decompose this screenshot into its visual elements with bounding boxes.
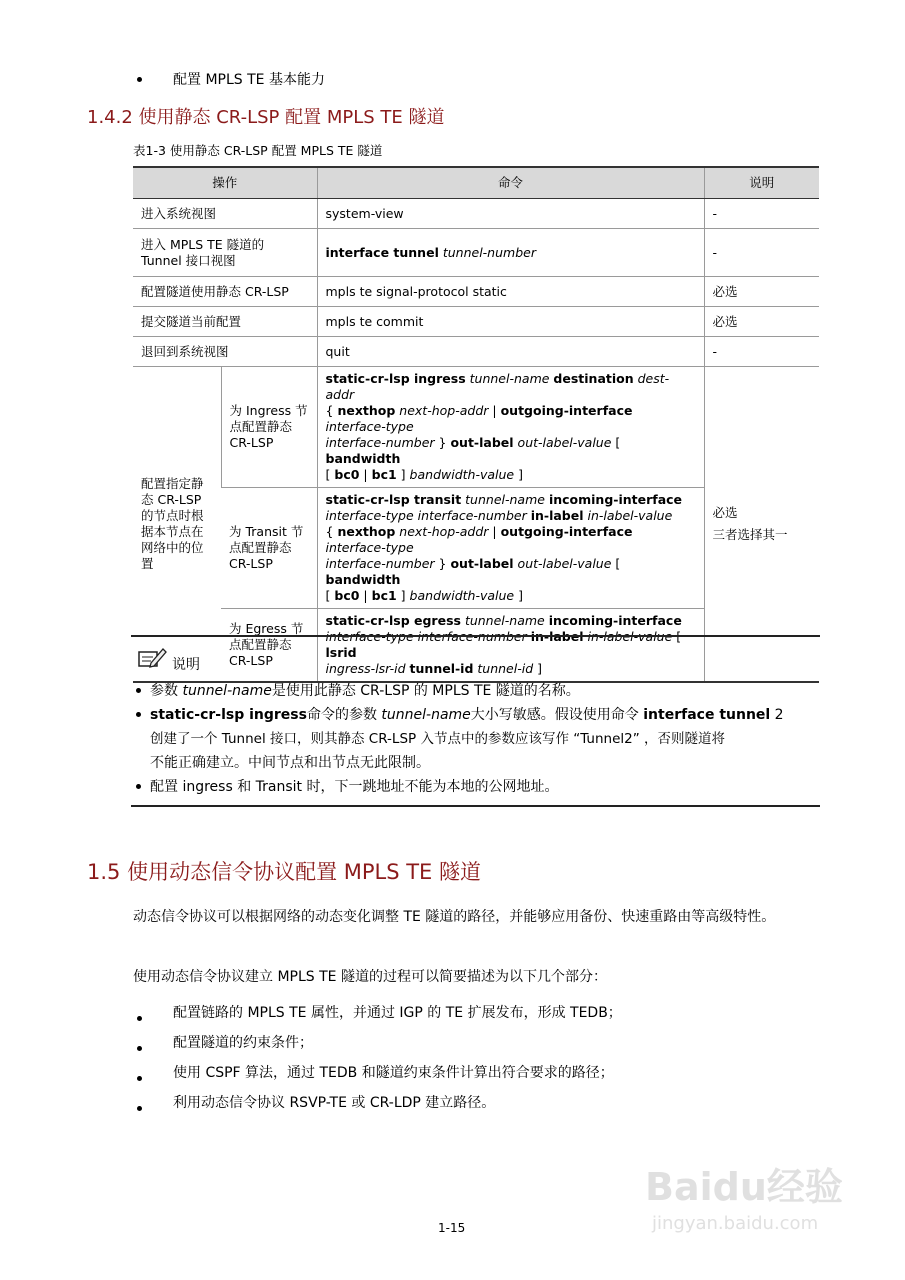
row-operation: 提交隧道当前配置 [133,307,317,337]
list-item: 使用 CSPF 算法，通过 TEDB 和隧道约束条件计算出符合要求的路径； [173,1065,614,1081]
cmd-param: dest-addr [325,371,670,402]
cmd-param: out-label-value [517,556,612,571]
note-icon [137,646,167,670]
cmd-keyword: outgoing-interface [500,524,633,539]
section-heading-1-4-2: 1.4.2 使用静态 CR-LSP 配置 MPLS TE 隧道 [87,107,445,128]
note-text: 参数 [150,683,178,699]
table-row [133,307,819,337]
note-line-3: 创建了一个 Tunnel 接口，则其静态 CR-LSP 入节点中的参数应该写作 “Tunnel2” ，否则隧道将 [150,731,726,747]
cmd-param: interface-number [325,556,435,571]
bullet-dot [136,688,141,693]
cmd-keyword: bc1 [371,588,397,603]
cmd-symbol: | [492,524,497,539]
cmd-keyword: in-label [530,508,584,523]
cmd-keyword: in-label [530,629,584,644]
cmd-keyword: interface tunnel [325,244,439,260]
merged-note-required: 必选 [712,505,738,520]
cmd-keyword: static-cr-lsp transit [325,492,462,507]
cmd-keyword: bc0 [334,467,360,482]
cmd-param: out-label-value [517,435,612,450]
note-param: tunnel-name [182,683,272,699]
note-line-2 [150,704,784,726]
cmd-param: ingress-lsr-id [325,661,406,676]
section-15-paragraph-2: 使用动态信令协议建立 MPLS TE 隧道的过程可以简要描述为以下几个部分： [133,969,607,985]
bullet-dot [137,77,142,82]
command-table [133,166,819,683]
list-item: 利用动态信令协议 RSVP-TE 或 CR-LDP 建立路径。 [173,1095,496,1111]
cmd-keyword: bandwidth [325,572,401,587]
cmd-keyword: bc0 [334,588,360,603]
cmd-param: tunnel-number [442,244,536,260]
cmd-keyword: tunnel-id [409,661,474,676]
header-command: 命令 [317,167,704,199]
row-command: quit [317,337,704,367]
cmd-symbol: } [438,556,447,571]
table-row [133,199,819,229]
ingress-command [317,367,704,488]
cmd-keyword: static-cr-lsp egress [325,613,461,628]
cmd-param: interface-type [325,540,414,555]
row-note: - [704,337,819,367]
pencil-note-icon [137,646,167,670]
cmd-keyword: nexthop [337,524,396,539]
cmd-param: interface-type [325,419,414,434]
section-heading-1-5: 1.5 使用动态信令协议配置 MPLS TE 隧道 [87,860,482,884]
row-note: 必选 [704,307,819,337]
row-command: system-view [317,199,704,229]
table-caption: 表1-3 使用静态 CR-LSP 配置 MPLS TE 隧道 [133,143,383,158]
note-line-1 [150,680,580,702]
cmd-symbol: ] [400,588,406,603]
note-keyword: static-cr-lsp ingress [150,707,307,723]
transit-sub-operation: 为 Transit 节点配置静态 CR-LSP [221,488,317,609]
note-text: 是使用此静态 CR-LSP 的 MPLS TE 隧道的名称。 [271,683,580,699]
cmd-param: interface-number [417,629,527,644]
cmd-symbol: [ [325,467,331,482]
row-operation: 进入系统视图 [133,199,317,229]
row-note: 必选 [704,277,819,307]
egress-command [317,609,704,683]
note-text: 大小写敏感。假设使用命令 [470,707,639,723]
section-15-paragraph-1: 动态信令协议可以根据网络的动态变化调整 TE 隧道的路径，并能够应用备份、快速重路由等高级特性。 [133,909,776,925]
table-header-row [133,167,819,199]
cmd-keyword: static-cr-lsp ingress [325,371,466,386]
cmd-param: interface-number [325,435,435,450]
cmd-symbol: ] [537,661,543,676]
bullet-dot [137,1106,142,1111]
cmd-symbol: [ [615,556,621,571]
cmd-keyword: out-label [450,556,514,571]
cmd-keyword: out-label [450,435,514,450]
cmd-symbol: { [325,403,334,418]
cmd-keyword: incoming-interface [548,492,683,507]
transit-command [317,488,704,609]
note-bottom-rule [131,805,820,807]
table-row [133,277,819,307]
list-item: 配置隧道的约束条件； [173,1035,313,1051]
note-top-rule [131,635,820,637]
cmd-param: in-label-value [587,508,673,523]
note-param: tunnel-name [381,707,471,723]
row-operation: 进入 MPLS TE 隧道的 Tunnel 接口视图 [133,229,317,277]
cmd-keyword: incoming-interface [548,613,682,628]
row-operation: 配置隧道使用静态 CR-LSP [133,277,317,307]
note-title: 说明 [172,657,200,673]
bullet-dot [137,1016,142,1021]
cmd-param: interface-number [417,508,527,523]
bullet-dot [136,784,141,789]
row-note: - [704,199,819,229]
cmd-param: interface-type [325,508,414,523]
cmd-symbol: [ [325,588,331,603]
row-operation: 退回到系统视图 [133,337,317,367]
cmd-param: next-hop-addr [399,403,489,418]
table-row [133,229,819,277]
cmd-param: in-label-value [587,629,673,644]
table-row [133,337,819,367]
note-text: 2 [774,707,784,723]
baidu-watermark-logo: Baidu经验 [645,1165,843,1209]
row-command: mpls te signal-protocol static [317,277,704,307]
bullet-dot [137,1046,142,1051]
row-note: - [704,229,819,277]
list-item: 配置链路的 MPLS TE 属性，并通过 IGP 的 TE 扩展发布，形成 TEDB； [173,1005,622,1021]
egress-sub-operation: 为 Egress 节点配置静态 CR-LSP [221,609,317,683]
cmd-keyword: destination [553,371,634,386]
note-line-4: 不能正确建立。中间节点和出节点无此限制。 [150,755,430,771]
cmd-symbol: ] [518,588,523,603]
bullet-dot [136,712,141,717]
cmd-param: interface-type [325,629,414,644]
cmd-param: tunnel-name [465,492,545,507]
cmd-param: tunnel-name [464,613,545,628]
intro-bullet-text: 配置 MPLS TE 基本能力 [173,72,325,88]
row-command [317,229,704,277]
cmd-symbol: ] [400,467,406,482]
header-operation: 操作 [133,167,317,199]
cmd-keyword: bandwidth [325,451,401,466]
cmd-symbol: [ [676,629,682,644]
table-row [133,367,819,488]
cmd-symbol: | [492,403,497,418]
merged-operation: 配置指定静态 CR-LSP 的节点时根据本节点在网络中的位置 [133,367,221,683]
cmd-symbol: | [363,588,368,603]
row-command: mpls te commit [317,307,704,337]
cmd-param: bandwidth-value [409,467,515,482]
cmd-param: tunnel-id [477,661,534,676]
merged-note-choose-one: 三者选择其一 [712,527,788,542]
cmd-keyword: outgoing-interface [500,403,633,418]
cmd-keyword: bc1 [371,467,397,482]
cmd-symbol: { [325,524,334,539]
cmd-symbol: [ [615,435,621,450]
note-line-5: 配置 ingress 和 Transit 时，下一跳地址不能为本地的公网地址。 [150,779,559,795]
baidu-watermark-url: jingyan.baidu.com [652,1213,819,1234]
cmd-param: bandwidth-value [409,588,515,603]
cmd-param: tunnel-name [469,371,550,386]
ingress-sub-operation: 为 Ingress 节点配置静态 CR-LSP [221,367,317,488]
bullet-dot [137,1076,142,1081]
cmd-keyword: nexthop [337,403,396,418]
cmd-keyword: lsrid [325,645,357,660]
note-keyword: interface tunnel [643,707,771,723]
cmd-param: next-hop-addr [399,524,489,539]
cmd-symbol: } [438,435,447,450]
page-number: 1-15 [438,1221,466,1235]
note-text: 命令的参数 [306,707,377,723]
cmd-symbol: ] [518,467,523,482]
header-note: 说明 [704,167,819,199]
cmd-symbol: | [363,467,368,482]
